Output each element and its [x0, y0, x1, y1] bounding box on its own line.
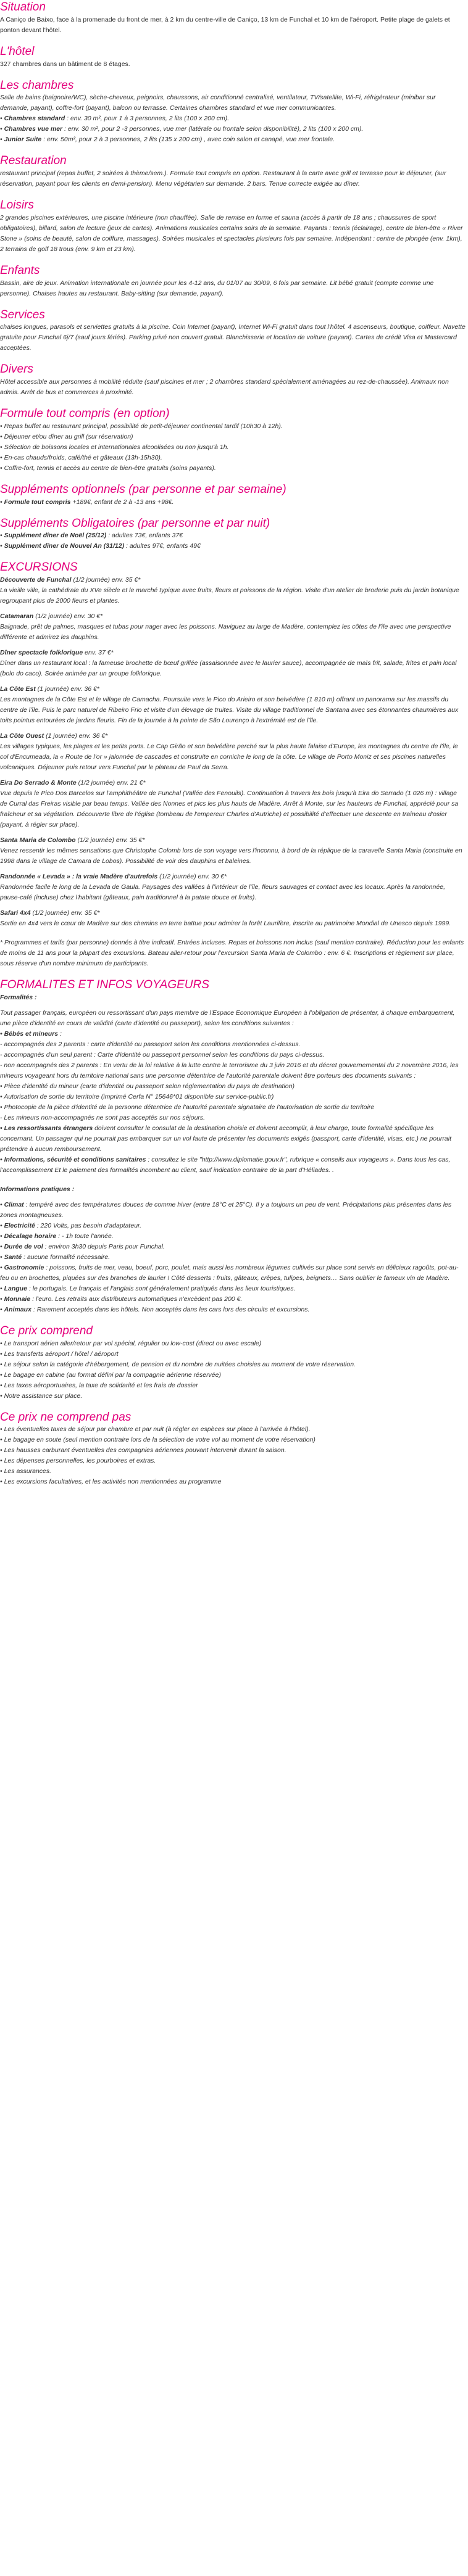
list-item: • Les transferts aéroport / hôtel / aéroport: [0, 1349, 466, 1360]
section-title: FORMALITES ET INFOS VOYAGEURS: [0, 978, 209, 991]
list-item: • Le séjour selon la catégorie d'hébergement, de pension et du nombre de nuitées choisies au moment de votre réservation.: [0, 1360, 466, 1370]
excursion-name: Safari 4x4: [0, 909, 31, 917]
section-prix-ne-comprend-pas: [0, 1410, 466, 1488]
info-line: • Durée de vol : environ 3h30 depuis Paris pour Funchal.: [0, 1242, 165, 1250]
supplement-item: • Formule tout compris +189€, enfant de 2 à -13 ans +98€.: [0, 498, 174, 506]
list-item: • Déjeuner et/ou dîner au grill (sur réservation): [0, 432, 466, 442]
excursion-item: [0, 684, 466, 726]
excursion-text: Baignade, prêt de palmes, masques et tubas pour nager avec les poissons. Naviguez au large de Madère, contemplez les côtes de l'île avec une perspective différente et admirez les dauphins.: [0, 623, 451, 641]
excursion-price: (1/2 journée) env. 35 €*: [75, 836, 145, 844]
info-line: • Electricité : 220 Volts, pas besoin d'adaptateur.: [0, 1221, 142, 1229]
formalites-line: • Informations, sécurité et conditions sanitaires : consultez le site "http://www.diplomatie.gouv.fr", rubrique « conseils aux voyageurs ». Dans tous les cas, l'accomplissement Et le paiement des formalités incombent au client, sauf indication contraire de la part d'Héliades. .: [0, 1155, 451, 1174]
info-line: • Climat : tempéré avec des températures douces de comme hiver (entre 18°C et 25°C). Il y a toujours un peu de vent. Précipitations plus présentes dans les zones montagneuses.: [0, 1200, 452, 1219]
list-item: • Sélection de boissons locales et internationales alcoolisées ou non jusqu'à 1h.: [0, 442, 466, 453]
room-item: • Chambres vue mer : env. 30 m², pour 2 -3 personnes, vue mer (latérale ou frontale selon disponibilité), 2 lits (100 x 200 cm).: [0, 125, 364, 133]
excursion-name: La Côte Ouest: [0, 732, 44, 740]
section-text: Salle de bains (baignoire/WC), sèche-cheveux, peignoirs, chaussons, air conditionné centralisé, ventilateur, TV/satellite, Wi-Fi, réfrigérateur (minibar sur demande, payant), coffre-fort (payant), balcon ou terrasse. Certaines chambres standard et vue mer communicantes.: [0, 94, 436, 112]
excursion-item: [0, 908, 466, 929]
excursion-price: (1/2 journée) env. 30 €*: [157, 873, 227, 880]
formalites-line: • Les ressortissants étrangers doivent consulter le consulat de la destination choisie et doivent accomplir, à leur charge, toute formalité spécifique les concernant. Un passager qui ne pourrait pas embarquer sur un vol faute de présenter les documents exigés (passport, carte d'identité, visas, etc.) ne pourrait prétendre à aucun remboursement.: [0, 1124, 451, 1153]
excursion-name: Découverte de Funchal: [0, 576, 72, 584]
excursion-text: Les montagnes de la Côte Est et le village de Camacha. Poursuite vers le Pico do Arieiro et son belvédère (1 810 m) offrant un panorama sur les massifs du centre de l'île. Puis le parc naturel de Ribeiro Frio et visite d'un élevage de truites. Visite du village traditionnel de Santana avec ses étonnantes chaumières aux toits pointus entourées de jardins fleuris. Fin de la journée à la pointe de São Lourenço à l'extrémité est de l'île.: [0, 696, 459, 724]
excursion-text: Vue depuis le Pico Dos Barcelos sur l'amphithéâtre de Funchal (Vallée des Fenouils). Continuation à travers les bois jusqu'à Eira do Serrado (1 026 m) : village de Curral das Freiras visible par beau temps. Vallée des Nonnes et pics les plus hauts de Madère. Arrêt à Monte, sur les hauteurs de Funchal, apprécié pour sa fraîcheur et sa végétation. Découverte libre de l'église (tombeau de l'empereur Charles d'Autriche) et possibilité d'effectuer une descente en traîneau d'osier (payant, à régler sur place).: [0, 790, 459, 828]
excursion-price: (1 journée) env. 36 €*: [44, 732, 108, 740]
section-situation: [0, 0, 466, 36]
info-line: • Monnaie : l'euro. Les retraits aux distributeurs automatiques n'excèdent pas 200 €.: [0, 1295, 243, 1303]
excursion-name: Dîner spectacle folklorique: [0, 649, 83, 656]
list-item: • Les éventuelles taxes de séjour par chambre et par nuit (à régler en espèces sur place à l'arrivée à l'hôtel).: [0, 1424, 466, 1435]
formalites-line: • Photocopie de la pièce d'identité de la personne détentrice de l'autorité parentale signataire de l'autorisation de sortie du territoire: [0, 1103, 375, 1111]
info-line: • Animaux : Rarement acceptés dans les hôtels. Non acceptés dans les cars lors des circuits et excursions.: [0, 1305, 310, 1313]
formalites-line: • Autorisation de sortie du territoire (imprimé Cerfa N° 15646*01 disponible sur service-public.fr): [0, 1092, 274, 1100]
section-text: Bassin, aire de jeux. Animation internationale en journée pour les 4-12 ans, du 01/07 au 30/09, 6 fois par semaine. Lit bébé gratuit (compte comme une personne). Chaises hautes au restaurant. Baby-sitting (sur demande, payant).: [0, 279, 434, 297]
excursion-name: Randonnée « Levada » : la vraie Madère d'autrefois: [0, 873, 158, 880]
excursion-price: (1/2 journée) env. 35 €*: [30, 909, 100, 917]
excursion-text: Venez ressentir les mêmes sensations que Christophe Colomb lors de son voyage vers l'inconnu, à bord de la réplique de la caravelle Santa Maria (construite en 1998 dans le village de Camara de Lobos). Possibilité de voir des dauphins et baleines.: [0, 847, 462, 865]
list-item: • Repas buffet au restaurant principal, possibilité de petit-déjeuner continental tardif (10h30 à 12h).: [0, 421, 466, 432]
excursion-text: Randonnée facile le long de la Levada de Gaula. Paysages des vallées à l'intérieur de l'île, fleurs sauvages et contact avec les locaux. Après la randonnée, pause-café (incluse) chez l'habitant (gâteaux, pain traditionnel à la patate douce et fruits).: [0, 883, 445, 901]
supplement-item: • Supplément dîner de Nouvel An (31/12) : adultes 97€, enfants 49€: [0, 542, 201, 550]
formalites-line: - Les mineurs non-accompagnés ne sont pas acceptés sur nos séjours.: [0, 1113, 206, 1121]
section-formule: [0, 407, 466, 474]
section-hotel: [0, 44, 466, 70]
section-title: Les chambres: [0, 78, 74, 92]
excursion-text: La vieille ville, la cathédrale du XVe siècle et le marché typique avec fruits, fleurs et poissons de la région. Visite d'un atelier de broderie puis du jardin botanique regroupant plus de 2000 fleurs et plantes.: [0, 587, 459, 605]
formalites-line: • Bébés et mineurs :: [0, 1030, 62, 1038]
section-text: A Caniço de Baixo, face à la promenade du front de mer, à 2 km du centre-ville de Caniço, 13 km de Funchal et 10 km de l'aéroport. Petite plage de galets et ponton devant l'hôtel.: [0, 15, 450, 34]
excursion-note: * Programmes et tarifs (par personne) donnés à titre indicatif. Entrées incluses. Repas et boissons non inclus (sauf mention contraire). Réduction pour les enfants de moins de 11 ans pour la plupart des excursions. Bateau aller-retour pour l'excursion Santa Maria de Colombo : env. 6 €. Inscriptions et règlement sur place, sous réserve d'un nombre minimum de participants.: [0, 939, 464, 967]
section-formalites: [0, 978, 466, 1315]
section-text: chaises longues, parasols et serviettes gratuits à la piscine. Coin Internet (payant), Internet Wi-Fi gratuit dans tout l'hôtel. 4 ascenseurs, boutique, coiffeur. Navette gratuite pour Funchal 6j/7 (sauf jours fériés). Parking privé non couvert gratuit. Blanchisserie et location de voiture (payant). Cartes de crédit Visa et Mastercard acceptées.: [0, 323, 466, 352]
excursion-item: [0, 575, 466, 606]
excursion-price: (1/2 journée) env. 21 €*: [76, 779, 146, 786]
list-item: • Le transport aérien aller/retour par vol spécial, régulier ou low-cost (direct ou avec escale): [0, 1339, 466, 1349]
section-title: Enfants: [0, 263, 40, 277]
list-item: • Le bagage en cabine (au format défini par la compagnie aérienne réservée): [0, 1370, 466, 1381]
info-subtitle: Informations pratiques :: [0, 1185, 75, 1193]
room-item: • Chambres standard : env. 30 m², pour 1 à 3 personnes, 2 lits (100 x 200 cm).: [0, 115, 230, 123]
list-item: • Les excursions facultatives, et les activités non mentionnées au programme: [0, 1477, 466, 1487]
list-item: • Les assurances.: [0, 1466, 466, 1477]
section-title: Situation: [0, 1, 46, 14]
excursion-name: Eira Do Serrado & Monte: [0, 779, 77, 786]
section-title: Suppléments optionnels (par personne et par semaine): [0, 482, 286, 496]
excursion-name: La Côte Est: [0, 685, 36, 693]
section-chambres: [0, 78, 466, 146]
excursion-name: Santa Maria de Colombo: [0, 836, 76, 844]
section-supplements-optionnels: [0, 482, 466, 508]
section-title: Divers: [0, 363, 33, 376]
formalites-line: - accompagnés d'un seul parent : Carte d'identité ou passeport personnel selon les conditions du pays ci-dessus.: [0, 1051, 325, 1059]
list-item: • En-cas chauds/froids, café/thé et gâteaux (13h-15h30).: [0, 453, 466, 463]
excursion-item: [0, 872, 466, 903]
section-text: restaurant principal (repas buffet, 2 soirées à thème/sem.). Formule tout compris en option. Restaurant à la carte avec grill et terrasse pour le déjeuner, (sur réservation, payant pour les clients en demi-pension). Menu végétarien sur demande. 2 bars. Tenue correcte exigée au dîner.: [0, 170, 446, 188]
list-item: • Coffre-fort, tennis et accès au centre de bien-être gratuits (soins payants).: [0, 463, 466, 474]
excursion-item: [0, 648, 466, 679]
section-enfants: [0, 263, 466, 299]
non-compris-list: [0, 1424, 466, 1487]
excursion-text: Les villages typiques, les plages et les petits ports. Le Cap Girão et son belvédère perché sur la plus haute falaise d'Europe, les montagnes du centre de l'île, le col d'Encumeada, la « Route de l'or » jalonnée de cascades et construite en corniche le long de la côte. Le village de Porto Moniz et ses piscines naturelles volcaniques. Déjeuner puis retour vers Funchal par le plateau de Paul da Serra.: [0, 743, 458, 771]
excursion-item: [0, 731, 466, 773]
excursion-price: (1/2 journée) env. 30 €*: [33, 613, 103, 620]
excursion-text: Dîner dans un restaurant local : la fameuse brochette de bœuf grillée (assaisonnée avec le laurier sauce), accompagnée de maïs frit, salade, frites et pain local (bolo do caco). Soirée animée par un groupe folklorique.: [0, 659, 457, 677]
formalites-line: - non accompagnés des 2 parents : En vertu de la loi relative à la lutte contre le terrorisme du 3 juin 2016 et du décret gouvernemental du 2 novembre 2016, les mineurs voyageant hors du territoire national sans une personne détentrice de l'autorité parentale doivent être porteurs des documents suivants :: [0, 1061, 459, 1080]
compris-list: [0, 1339, 466, 1402]
formalites-subtitle: Formalités :: [0, 993, 37, 1001]
info-line: • Gastronomie : poissons, fruits de mer, veau, boeuf, porc, poulet, mais aussi les nombreux légumes cultivés sur place sont servis en délicieux ragoûts, pot-au-feu ou en brochettes, piquées sur des branches de laurier ! Côté desserts : fruits, gâteaux, crêpes, tulipes, beignets… Sans oublier le fameux vin de Madère.: [0, 1263, 459, 1282]
excursion-price: (1/2 journée) env. 35 €*: [71, 576, 141, 584]
section-title: Formule tout compris (en option): [0, 407, 170, 420]
excursion-item: [0, 778, 466, 830]
list-item: • Les dépenses personnelles, les pourboires et extras.: [0, 1456, 466, 1466]
section-title: L'hôtel: [0, 44, 35, 58]
formalites-line: - accompagnés des 2 parents : carte d'identité ou passeport selon les conditions mentionnées ci-dessus.: [0, 1040, 301, 1048]
excursion-name: Catamaran: [0, 613, 34, 620]
section-services: [0, 308, 466, 354]
list-item: • Les hausses carburant éventuelles des compagnies aériennes pouvant intervenir durant la saison.: [0, 1445, 466, 1456]
excursion-item: [0, 835, 466, 867]
section-divers: [0, 362, 466, 398]
excursion-text: Sortie en 4x4 vers le cœur de Madère sur des chemins en terre battue pour admirer la forêt Laurifère, inscrite au patrimoine Mondial de Unesco depuis 1999.: [0, 920, 451, 927]
section-title: EXCURSIONS: [0, 561, 78, 574]
section-loisirs: [0, 198, 466, 255]
info-line: • Décalage horaire : - 1h toute l'année.: [0, 1232, 114, 1240]
formule-list: [0, 421, 466, 474]
section-text: 2 grandes piscines extérieures, une piscine intérieure (non chauffée). Salle de remise en forme et sauna (accès à partir de 18 ans ; chaussures de sport obligatoires), billard, salon de lecture (jeux de cartes). Animations musicales certains soirs de la semaine. Payants : tennis (éclairage), centre de bien-être « River Stone » (soins de beauté, salon de coiffure, massages). Soirées musicales et spectacles plusieurs fois par semaine. Indépendant : centre de plongée (env. 1km), 2 terrains de golf 18 trous (env. 9 km et 23 km).: [0, 213, 463, 253]
room-item: • Junior Suite : env. 50m², pour 2 à 3 personnes, 2 lits (135 x 200 cm) , avec coin salon et canapé, vue mer frontale.: [0, 136, 335, 144]
section-title: Loisirs: [0, 199, 34, 212]
supplement-item: • Supplément dîner de Noël (25/12) : adultes 73€, enfants 37€: [0, 532, 183, 540]
excursion-item: [0, 611, 466, 643]
list-item: • Le bagage en soute (seul mention contraire lors de la sélection de votre vol au moment de votre réservation): [0, 1435, 466, 1445]
formalites-line: • Pièce d'identité du mineur (carte d'identité ou passeport selon réglementation du pays de destination): [0, 1082, 295, 1090]
section-supplements-obligatoires: [0, 516, 466, 552]
section-restauration: [0, 154, 466, 189]
section-text: 327 chambres dans un bâtiment de 8 étages.: [0, 60, 130, 68]
section-title: Ce prix comprend: [0, 1324, 93, 1337]
section-title: Suppléments Obligatoires (par personne et par nuit): [0, 516, 270, 530]
excursion-price: env. 37 €*: [83, 649, 114, 656]
section-text: Hôtel accessible aux personnes à mobilité réduite (sauf piscines et mer ; 2 chambres standard spécialement aménagées au rez-de-chaussée). Animaux non admis. Arrêt de bus et commerces à proximité.: [0, 378, 449, 396]
section-title: Ce prix ne comprend pas: [0, 1410, 132, 1424]
list-item: • Les taxes aéroportuaires, la taxe de solidarité et les frais de dossier: [0, 1381, 466, 1391]
section-title: Restauration: [0, 154, 67, 168]
section-prix-comprend: [0, 1324, 466, 1402]
formalites-line: Tout passager français, européen ou ressortissant d'un pays membre de l'Espace Economique Européen à l'obligation de présenter, à chaque embarquement, une pièce d'identité en cours de validité (carte d'identité ou passeport), selon les conditions suivantes :: [0, 1009, 455, 1027]
section-title: Services: [0, 308, 45, 321]
list-item: • Notre assistance sur place.: [0, 1391, 466, 1402]
section-excursions: [0, 560, 466, 969]
excursion-price: (1 journée) env. 36 €*: [35, 685, 99, 693]
info-line: • Santé : aucune formalité nécessaire.: [0, 1253, 111, 1261]
info-line: • Langue : le portugais. Le français et l'anglais sont généralement pratiqués dans les lieux touristiques.: [0, 1284, 296, 1292]
